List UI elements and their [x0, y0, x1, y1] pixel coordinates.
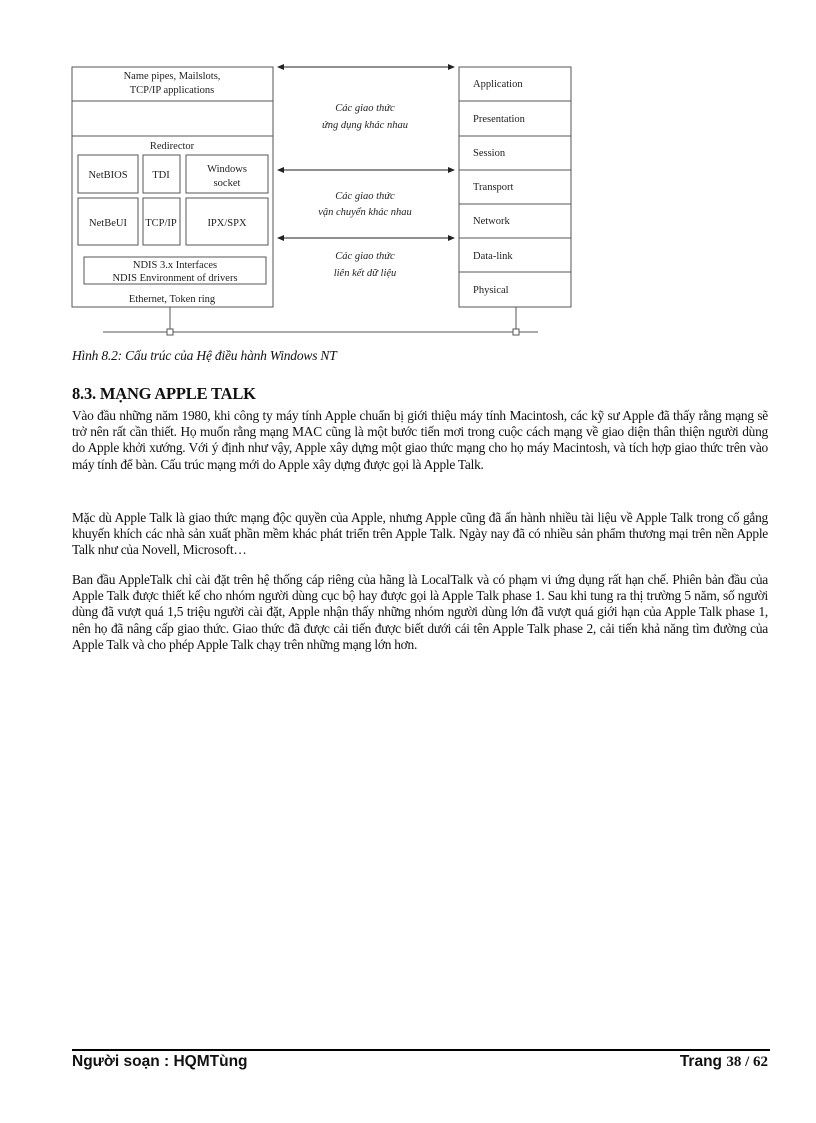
name-pipes-label-2: TCP/IP applications	[129, 85, 215, 96]
datalink-protocols-label-1: Các giao thức	[335, 251, 395, 262]
app-protocols-label-2: ứng dụng khác nhau	[322, 120, 408, 131]
ethernet-label: Ethernet, Token ring	[128, 294, 216, 305]
osi-layer-presentation: Presentation	[473, 114, 525, 125]
osi-layer-application: Application	[473, 79, 523, 90]
paragraph-1: Vào đầu những năm 1980, khi công ty máy tính Apple chuẩn bị giới thiệu máy tính Macintosh, các kỹ sư Apple đã thấy rằng mạng sẽ trở nên rất cần thiết. Họ muốn rằng mạng MAC cũng là một bước tiến mơi trong cuộc cách mạng về giao diện thân thiện người dùng do Apple khởi xướng. Với ý định như vậy, Apple xây dựng một giao thức mạng cho họ máy Macintosh, và tích hợp giao thức trên vào máy tính để bàn. Cấu trúc mạng mới do Apple xây dựng được gọi là Apple Talk.	[72, 408, 768, 472]
left-protocol-stack	[72, 67, 273, 307]
osi-layer-network: Network	[473, 216, 510, 227]
ipxspx-label: IPX/SPX	[207, 218, 247, 229]
footer-page-label: Trang	[679, 1053, 723, 1070]
transport-protocols-label-2: vận chuyển khác nhau	[318, 207, 412, 218]
osi-layer-physical: Physical	[473, 285, 509, 296]
ndis-label-2: NDIS Environment of drivers	[112, 273, 238, 284]
netbios-label: NetBIOS	[88, 170, 128, 181]
paragraph-3: Ban đầu AppleTalk chỉ cài đặt trên hệ thống cáp riêng của hãng là LocalTalk và có phạm vi ứng dụng rất hạn chế. Phiên bản đầu của Apple Talk được thiết kế cho nhóm người dùng cục bộ hay được gọi là Apple Talk phase 1. Sau khi tung ra thị trường 5 năm, số người dùng đã vượt quá 1,5 triệu người cài đặt, Apple nhận thấy những nhóm người dùng lớn đã vượt quá giới hạn của Apple Talk phase 1, nên họ đã nâng cấp giao thức. Giao thức đã được cải tiến được biết dưới cái tên Apple Talk phase 2, cải tiến khả năng tìm đường của Apple Talk và cho phép Apple Talk chạy trên những mạng lớn hơn.	[72, 572, 768, 652]
footer-rule	[72, 1049, 770, 1051]
redirector-label: Redirector	[149, 141, 195, 152]
netbeui-label: NetBeUI	[89, 218, 127, 229]
osi-layer-datalink: Data-link	[473, 251, 513, 262]
network-bus	[103, 307, 538, 335]
name-pipes-label-1: Name pipes, Mailslots,	[123, 71, 221, 82]
ndis-label-1: NDIS 3.x Interfaces	[132, 260, 218, 271]
footer-page	[680, 1053, 768, 1071]
transport-protocols-label-1: Các giao thức	[335, 191, 395, 202]
footer-page-number: 38 / 62	[726, 1054, 768, 1070]
osi-layer-session: Session	[473, 148, 506, 159]
footer-author: Người soạn : HQMTùng	[72, 1053, 248, 1070]
paragraph-2: Mặc dù Apple Talk là giao thức mạng độc quyền của Apple, nhưng Apple cũng đã ấn hành nhiều tài liệu về Apple Talk trong cố gắng khuyến khích các nhà sản xuất phần mềm khác phát triển trên Apple Talk. Ngày nay đã có nhiều sản phẩm thương mại trên nền Apple Talk như của Novell, Microsoft…	[72, 510, 768, 558]
figure-caption: Hình 8.2: Cấu trúc của Hệ điều hành Windows NT	[72, 348, 337, 363]
tdi-label: TDI	[152, 170, 170, 181]
app-protocols-label-1: Các giao thức	[335, 103, 395, 114]
osi-layer-transport: Transport	[473, 182, 514, 193]
tcpip-label: TCP/IP	[145, 218, 177, 229]
windows-nt-architecture-diagram	[0, 0, 816, 345]
section-heading: 8.3. MẠNG APPLE TALK	[72, 384, 256, 403]
windows-socket-label-2: socket	[213, 178, 241, 189]
windows-socket-label-1: Windows	[207, 164, 247, 175]
datalink-protocols-label-2: liên kết dữ liệu	[333, 268, 397, 279]
